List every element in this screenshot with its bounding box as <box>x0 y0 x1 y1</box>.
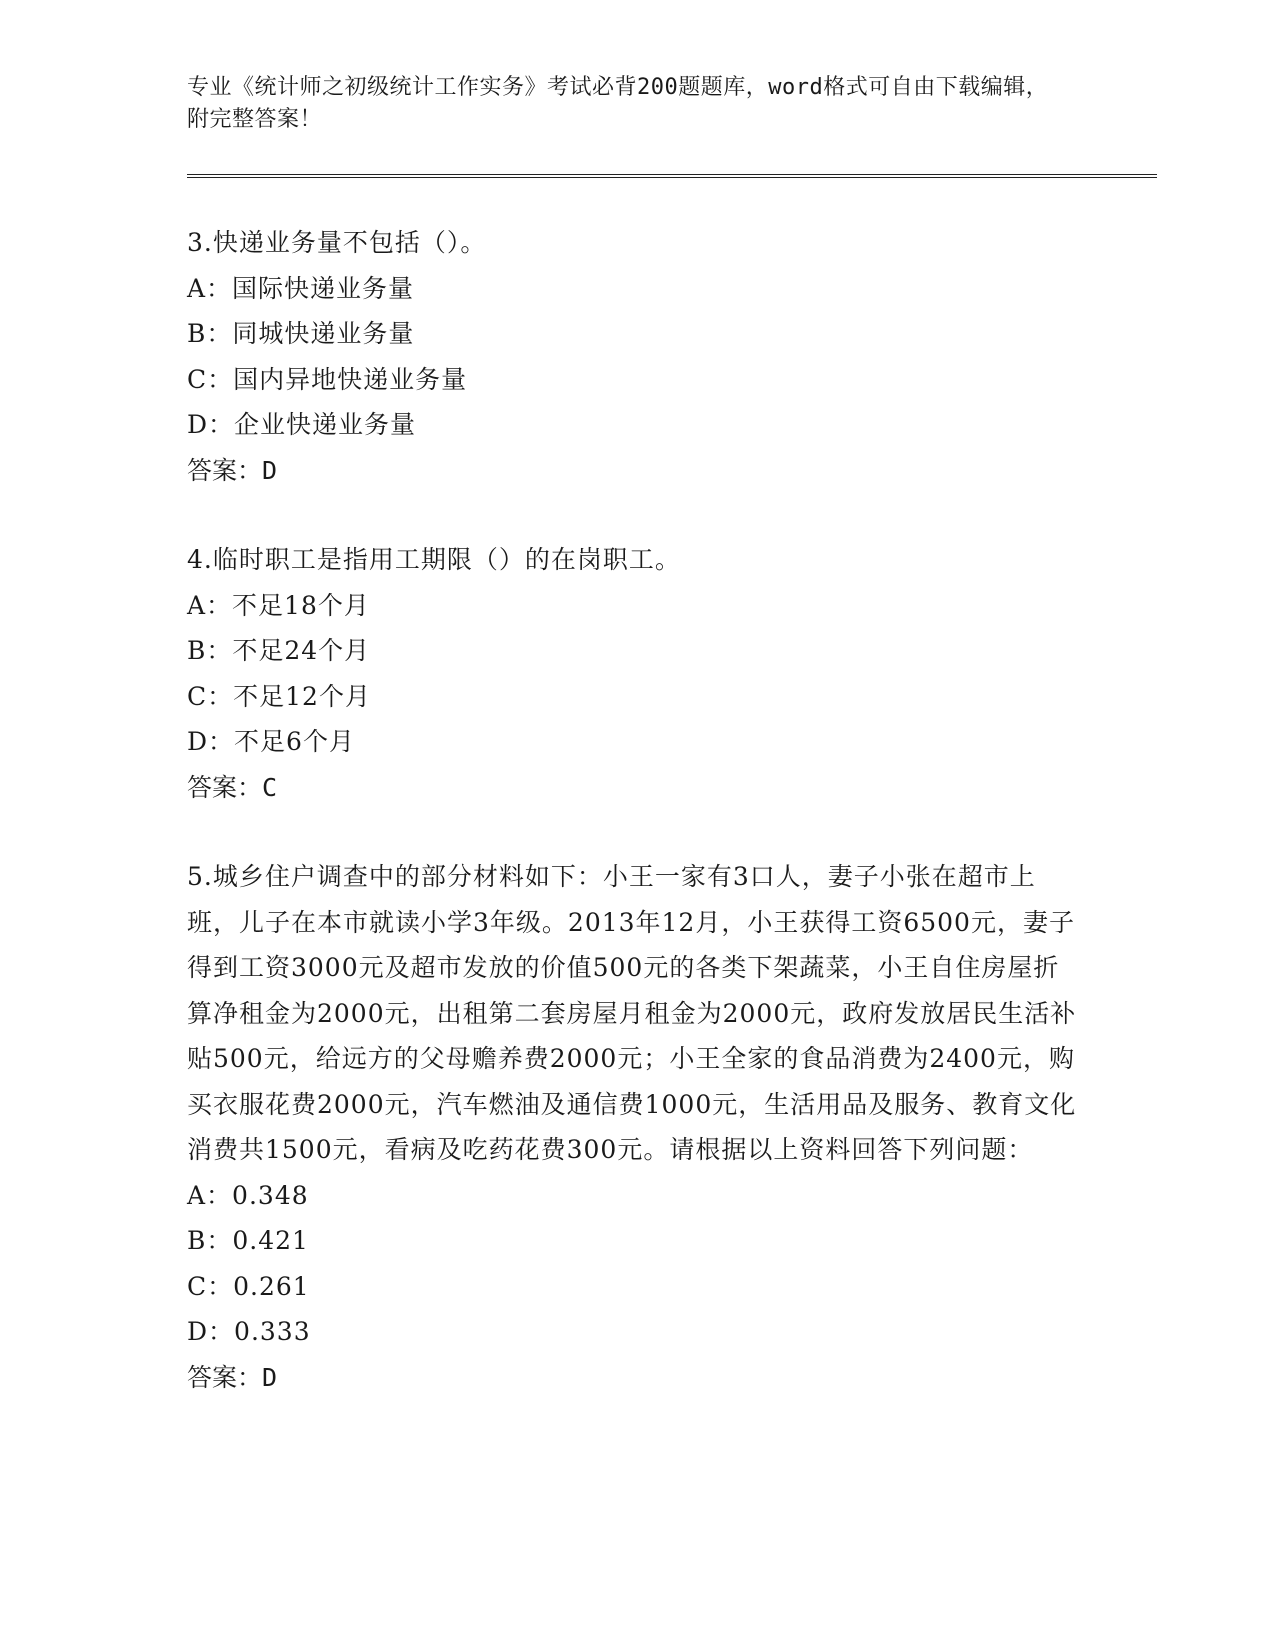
option-a: A：0.348 <box>187 1180 309 1210</box>
question-list <box>187 220 1157 1400</box>
header-divider <box>187 174 1157 178</box>
question-item <box>187 537 1157 810</box>
option-d: D：不足6个月 <box>187 727 355 756</box>
option-b: B：不足24个月 <box>187 636 371 665</box>
option-d: D：0.333 <box>187 1317 311 1346</box>
option-c: C：国内异地快递业务量 <box>187 364 468 394</box>
document-page <box>187 72 1157 1444</box>
question-text: 3.快递业务量不包括（）。 <box>187 228 487 257</box>
document-header: 专业《统计师之初级统计工作实务》考试必背200题题库，word格式可自由下载编辑，附完整答案！ <box>187 75 1049 132</box>
answer-text: 答案：D <box>187 1362 278 1392</box>
option-a: A：不足18个月 <box>187 590 370 620</box>
option-c: C：不足12个月 <box>187 681 371 711</box>
option-a: A：国际快递业务量 <box>187 273 415 303</box>
option-b: B：0.421 <box>187 1226 309 1255</box>
question-text: 5.城乡住户调查中的部分材料如下：小王一家有3口人，妻子小张在超市上班，儿子在本市就读小学3年级。2013年12月，小王获得工资6500元，妻子得到工资3000元及超市发放的价值500元的各类下架蔬菜，小王自住房屋折算净租金为2000元，出租第二套房屋月租金为2000元，政府发放居民生活补贴500元，给远方的父母赡养费2000元；小王全家的食品消费为2400元，购买衣服花费2000元，汽车燃油及通信费1000元，生活用品及服务、教育文化消费共1500元，看病及吃药花费300元。请根据以上资料回答下列问题： <box>187 862 1077 1164</box>
question-text: 4.临时职工是指用工期限（）的在岗职工。 <box>187 545 681 574</box>
option-c: C：0.261 <box>187 1271 310 1301</box>
answer-text: 答案：D <box>187 455 278 485</box>
question-item <box>187 220 1157 493</box>
option-b: B：同城快递业务量 <box>187 319 415 348</box>
answer-text: 答案：C <box>187 772 278 802</box>
question-item <box>187 854 1157 1400</box>
option-d: D：企业快递业务量 <box>187 410 417 439</box>
